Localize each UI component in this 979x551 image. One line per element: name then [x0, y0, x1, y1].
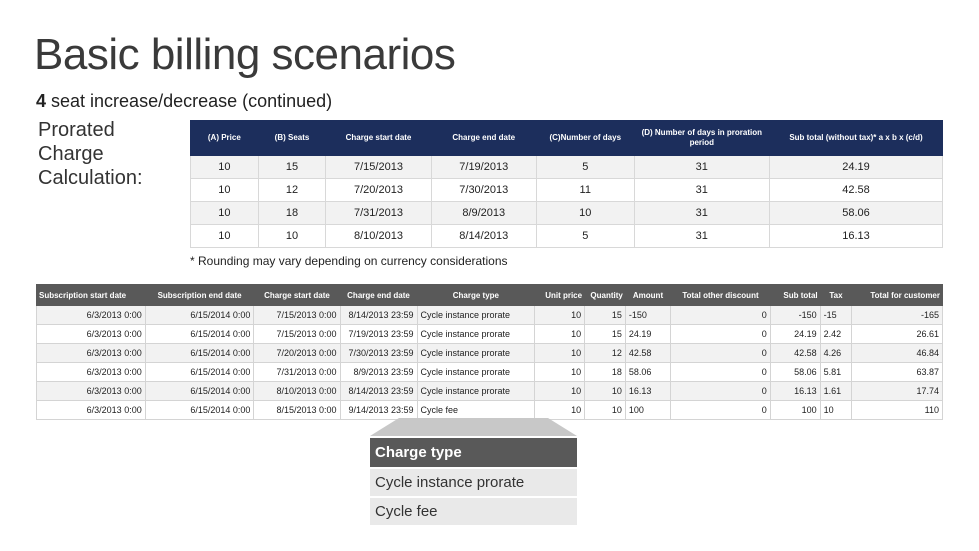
table-cell: 5.81 [820, 363, 852, 382]
table-cell: 31 [634, 202, 769, 225]
table-cell: 7/31/2013 0:00 [254, 363, 340, 382]
column-header: (D) Number of days in proration period [634, 121, 769, 156]
side-label-line: Calculation: [38, 167, 143, 189]
table-cell: -150 [625, 306, 670, 325]
table-cell: Cycle instance prorate [417, 344, 535, 363]
table-cell: 17.74 [852, 382, 943, 401]
table-row [37, 363, 943, 382]
table-cell: 24.19 [625, 325, 670, 344]
table-cell: 110 [852, 401, 943, 420]
column-header: Quantity [585, 285, 626, 306]
table-cell: 7/15/2013 0:00 [254, 325, 340, 344]
table-cell: 6/3/2013 0:00 [37, 401, 146, 420]
column-header: Subscription end date [145, 285, 254, 306]
table-cell: 6/3/2013 0:00 [37, 344, 146, 363]
table-cell: 7/20/2013 0:00 [254, 344, 340, 363]
table-cell: 7/15/2013 [326, 156, 431, 179]
table-cell: 7/19/2013 [431, 156, 536, 179]
table-cell: 10 [191, 202, 259, 225]
table-cell: 24.19 [770, 325, 820, 344]
rounding-note: * Rounding may vary depending on currency considerations [190, 254, 508, 268]
table-cell: 10 [585, 401, 626, 420]
table-cell: 42.58 [770, 344, 820, 363]
table-cell: 7/30/2013 [431, 179, 536, 202]
table-cell: Cycle instance prorate [417, 363, 535, 382]
column-header: Total other discount [671, 285, 771, 306]
column-header: (B) Seats [258, 121, 326, 156]
table-cell: 58.06 [769, 202, 942, 225]
table-cell: 4.26 [820, 344, 852, 363]
column-header: Unit price [535, 285, 585, 306]
column-header: Sub total [770, 285, 820, 306]
slide-subtitle [36, 91, 332, 112]
table-cell: 9/14/2013 23:59 [340, 401, 417, 420]
table-cell: 26.61 [852, 325, 943, 344]
callout-pointer [370, 418, 577, 436]
table-cell: 12 [258, 179, 326, 202]
table-cell: 31 [634, 156, 769, 179]
table-cell: 12 [585, 344, 626, 363]
table-cell: 7/15/2013 0:00 [254, 306, 340, 325]
slide-title: Basic billing scenarios [34, 30, 456, 79]
table-cell: 8/15/2013 0:00 [254, 401, 340, 420]
table-cell: 8/9/2013 23:59 [340, 363, 417, 382]
table-cell: -150 [770, 306, 820, 325]
table-cell: 10 [535, 306, 585, 325]
table-cell: 7/31/2013 [326, 202, 431, 225]
column-header: Tax [820, 285, 852, 306]
table-row [37, 344, 943, 363]
table-cell: 6/3/2013 0:00 [37, 306, 146, 325]
table-cell: 10 [258, 225, 326, 248]
table-cell: 31 [634, 225, 769, 248]
table-cell: 0 [671, 363, 771, 382]
proration-row [191, 202, 943, 225]
table-cell: Cycle instance prorate [417, 306, 535, 325]
table-cell: 100 [770, 401, 820, 420]
table-cell: 46.84 [852, 344, 943, 363]
table-cell: 42.58 [769, 179, 942, 202]
proration-row [191, 225, 943, 248]
side-label-line: Charge [38, 143, 104, 165]
table-cell: 8/14/2013 23:59 [340, 382, 417, 401]
table-row [37, 401, 943, 420]
table-cell: 11 [536, 179, 634, 202]
column-header: (A) Price [191, 121, 259, 156]
table-cell: 0 [671, 325, 771, 344]
table-cell: 24.19 [769, 156, 942, 179]
table-cell: 6/3/2013 0:00 [37, 382, 146, 401]
table-cell: 16.13 [770, 382, 820, 401]
proration-table [190, 120, 943, 248]
table-cell: 6/15/2014 0:00 [145, 344, 254, 363]
table-cell: 5 [536, 156, 634, 179]
table-cell: 6/15/2014 0:00 [145, 363, 254, 382]
table-cell: 0 [671, 382, 771, 401]
column-header: Charge end date [431, 121, 536, 156]
table-cell: 10 [535, 401, 585, 420]
table-cell: 10 [535, 344, 585, 363]
table-cell: 6/3/2013 0:00 [37, 325, 146, 344]
table-cell: Cycle instance prorate [417, 325, 535, 344]
table-cell: 0 [671, 306, 771, 325]
column-header: (C)Number of days [536, 121, 634, 156]
table-cell: 16.13 [769, 225, 942, 248]
subtitle-number: 4 [36, 91, 47, 111]
table-cell: 15 [585, 306, 626, 325]
table-cell: 31 [634, 179, 769, 202]
callout-item: Cycle instance prorate [370, 469, 577, 496]
table-cell: 15 [585, 325, 626, 344]
table-cell: 8/9/2013 [431, 202, 536, 225]
column-header: Sub total (without tax)* a x b x (c/d) [769, 121, 942, 156]
prorated-charge-label [38, 118, 188, 190]
table-cell: 7/20/2013 [326, 179, 431, 202]
table-row [37, 306, 943, 325]
table-cell: 6/15/2014 0:00 [145, 306, 254, 325]
table-cell: 10 [585, 382, 626, 401]
table-cell: 18 [258, 202, 326, 225]
table-cell: 0 [671, 401, 771, 420]
table-cell: 10 [191, 156, 259, 179]
table-cell: 8/14/2013 [431, 225, 536, 248]
table-cell: 6/15/2014 0:00 [145, 382, 254, 401]
table-cell: 58.06 [625, 363, 670, 382]
side-label-line: Prorated [38, 119, 115, 141]
proration-header-row [191, 121, 943, 156]
table-row [37, 325, 943, 344]
callout-item: Cycle fee [370, 498, 577, 525]
subtitle-text: seat increase/decrease (continued) [46, 91, 333, 111]
table-cell: 10 [191, 179, 259, 202]
table-cell: 8/14/2013 23:59 [340, 306, 417, 325]
table-cell: 8/10/2013 [326, 225, 431, 248]
table-cell: 7/19/2013 23:59 [340, 325, 417, 344]
table-cell: 1.61 [820, 382, 852, 401]
table-cell: 63.87 [852, 363, 943, 382]
table-cell: 42.58 [625, 344, 670, 363]
table-cell: 18 [585, 363, 626, 382]
table-cell: 10 [535, 382, 585, 401]
table-cell: 6/15/2014 0:00 [145, 401, 254, 420]
column-header: Subscription start date [37, 285, 146, 306]
table-row [37, 382, 943, 401]
table-cell: 2.42 [820, 325, 852, 344]
table-cell: 15 [258, 156, 326, 179]
table-cell: 10 [535, 363, 585, 382]
table-cell: -165 [852, 306, 943, 325]
column-header: Total for customer [852, 285, 943, 306]
column-header: Charge type [417, 285, 535, 306]
table-cell: -15 [820, 306, 852, 325]
table-cell: Cycle instance prorate [417, 382, 535, 401]
proration-row [191, 156, 943, 179]
table-cell: 58.06 [770, 363, 820, 382]
table-cell: 0 [671, 344, 771, 363]
table-cell: 10 [536, 202, 634, 225]
detail-header-row [37, 285, 943, 306]
table-cell: 6/15/2014 0:00 [145, 325, 254, 344]
table-cell: 10 [191, 225, 259, 248]
table-cell: 6/3/2013 0:00 [37, 363, 146, 382]
column-header: Charge start date [254, 285, 340, 306]
table-cell: 16.13 [625, 382, 670, 401]
column-header: Charge end date [340, 285, 417, 306]
column-header: Amount [625, 285, 670, 306]
table-cell: 7/30/2013 23:59 [340, 344, 417, 363]
table-cell: 10 [535, 325, 585, 344]
callout-header: Charge type [370, 438, 577, 467]
table-cell: Cycle fee [417, 401, 535, 420]
table-cell: 5 [536, 225, 634, 248]
table-cell: 8/10/2013 0:00 [254, 382, 340, 401]
proration-row [191, 179, 943, 202]
charge-type-callout [370, 436, 577, 527]
table-cell: 10 [820, 401, 852, 420]
table-cell: 100 [625, 401, 670, 420]
charge-detail-table [36, 284, 943, 420]
column-header: Charge start date [326, 121, 431, 156]
